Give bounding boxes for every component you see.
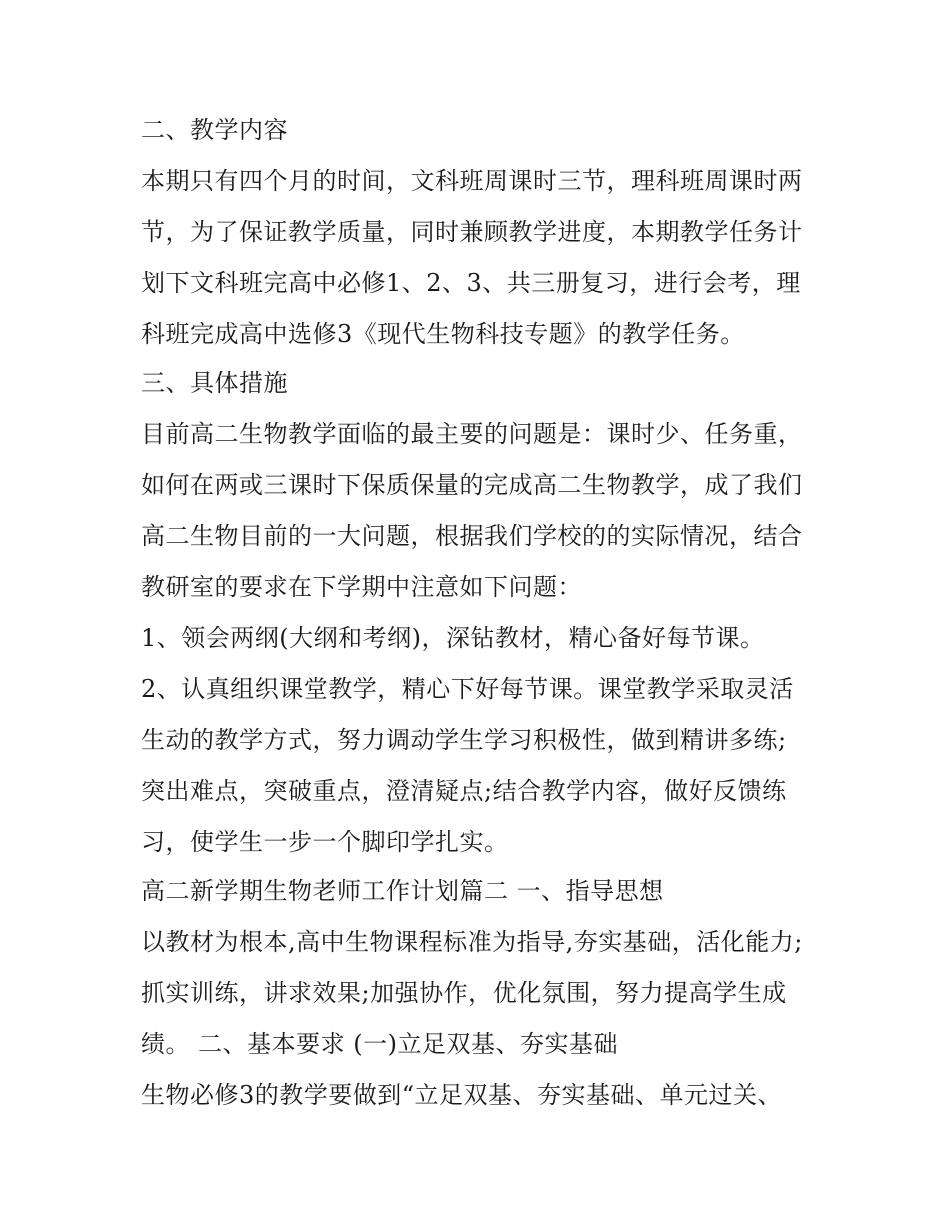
paragraph-line: 如何在两或三课时下保质保量的完成高二生物教学，成了我们: [141, 471, 803, 499]
paragraph-line: 抓实训练，讲求效果;加强协作，优化氛围，努力提高学生成: [141, 979, 787, 1007]
list-item-2: 2、认真组织课堂教学，精心下好每节课。课堂教学采取灵活: [141, 675, 794, 703]
paragraph-line: 节，为了保证教学质量，同时兼顾教学进度，本期教学任务计: [141, 218, 803, 246]
heading-teaching-content: 二、教学内容: [141, 116, 288, 144]
paragraph-line: 以教材为根本,高中生物课程标准为指导,夯实基础，活化能力;: [141, 928, 803, 956]
heading-specific-measures: 三、具体措施: [141, 369, 288, 397]
paragraph-line: 目前高二生物教学面临的最主要的问题是：课时少、任务重，: [141, 420, 803, 448]
paragraph-line: 高二生物目前的一大问题，根据我们学校的的实际情况，结合: [141, 522, 803, 550]
paragraph-line: 绩。 二、基本要求 (一)立足双基、夯实基础: [141, 1030, 618, 1058]
paragraph-line: 习，使学生一步一个脚印学扎实。: [141, 828, 509, 856]
paragraph-line: 划下文科班完高中必修1、2、3、共三册复习，进行会考，理: [141, 269, 801, 297]
list-item-1: 1、领会两纲(大纲和考纲)，深钻教材，精心备好每节课。: [141, 624, 765, 652]
paragraph-line: 科班完成高中选修3《现代生物科技专题》的教学任务。: [141, 320, 745, 348]
paragraph-line: 突出难点，突破重点，澄清疑点;结合教学内容，做好反馈练: [141, 777, 787, 805]
heading-plan-part-two: 高二新学期生物老师工作计划篇二 一、指导思想: [141, 877, 664, 905]
paragraph-line: 教研室的要求在下学期中注意如下问题：: [141, 573, 582, 601]
paragraph-line: 生动的教学方式，努力调动学生学习积极性，做到精讲多练;: [141, 726, 787, 754]
paragraph-line: 生物必修3的教学要做到“立足双基、夯实基础、单元过关、: [141, 1081, 783, 1109]
paragraph-line: 本期只有四个月的时间，文科班周课时三节，理科班周课时两: [141, 167, 803, 195]
